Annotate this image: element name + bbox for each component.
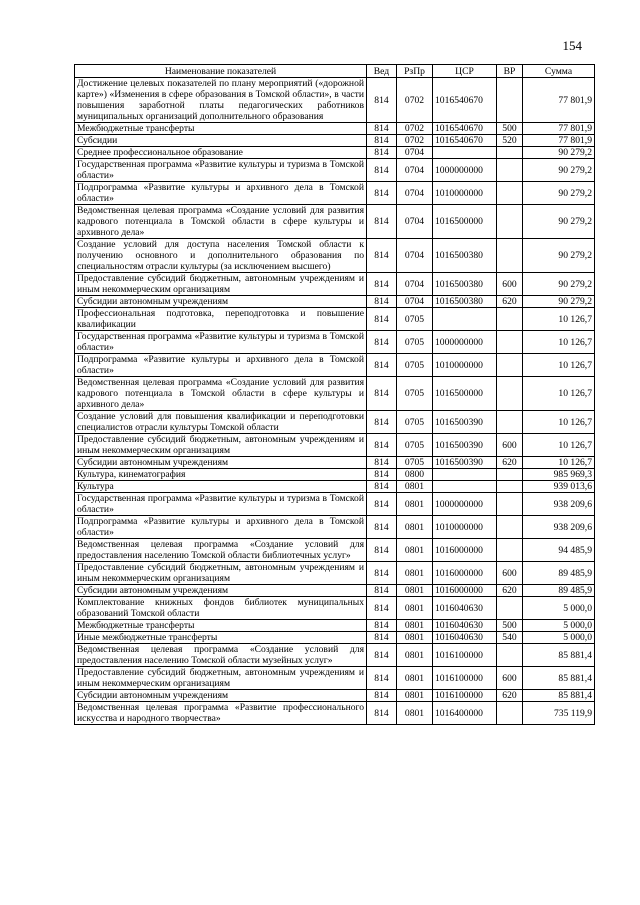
- cell-rzpr: 0800: [397, 469, 433, 481]
- cell-vr: [497, 377, 523, 411]
- cell-csr: 1016100000: [433, 667, 497, 690]
- cell-name: Комплектование книжных фондов библиотек муниципальных образований Томской области: [75, 597, 367, 620]
- cell-csr: 1010000000: [433, 354, 497, 377]
- column-header-sum: Сумма: [523, 65, 595, 78]
- cell-rzpr: 0702: [397, 135, 433, 147]
- cell-rzpr: 0704: [397, 273, 433, 296]
- cell-sum: 90 279,2: [523, 296, 595, 308]
- cell-rzpr: 0705: [397, 354, 433, 377]
- cell-name: Культура, кинематография: [75, 469, 367, 481]
- cell-sum: 10 126,7: [523, 411, 595, 434]
- cell-sum: 938 209,6: [523, 493, 595, 516]
- cell-rzpr: 0705: [397, 434, 433, 457]
- cell-name: Предоставление субсидий бюджетным, автономным учреждениям и иным некоммерческим организациям: [75, 562, 367, 585]
- cell-vr: 620: [497, 457, 523, 469]
- cell-ved: 814: [367, 135, 397, 147]
- table-row: [75, 620, 595, 632]
- cell-sum: 94 485,9: [523, 539, 595, 562]
- cell-csr: 1016500390: [433, 411, 497, 434]
- cell-name: Предоставление субсидий бюджетным, автономным учреждениям и иным некоммерческим организациям: [75, 434, 367, 457]
- cell-vr: [497, 331, 523, 354]
- cell-vr: [497, 78, 523, 123]
- cell-rzpr: 0801: [397, 690, 433, 702]
- cell-csr: [433, 481, 497, 493]
- cell-csr: 1016500390: [433, 457, 497, 469]
- cell-ved: 814: [367, 78, 397, 123]
- cell-rzpr: 0702: [397, 123, 433, 135]
- cell-name: Субсидии автономным учреждениям: [75, 296, 367, 308]
- column-header-ved: Вед: [367, 65, 397, 78]
- cell-vr: 620: [497, 585, 523, 597]
- cell-sum: 985 969,3: [523, 469, 595, 481]
- cell-vr: [497, 411, 523, 434]
- table-row: [75, 239, 595, 273]
- cell-sum: 90 279,2: [523, 147, 595, 159]
- cell-rzpr: 0801: [397, 539, 433, 562]
- cell-name: Ведомственная целевая программа «Создание условий для развития кадрового потенциала в Томской области в сфере культуры и архивного дела»: [75, 205, 367, 239]
- cell-rzpr: 0704: [397, 182, 433, 205]
- table-row: [75, 78, 595, 123]
- cell-name: Межбюджетные трансферты: [75, 620, 367, 632]
- cell-name: Профессиональная подготовка, переподготовка и повышение квалификации: [75, 308, 367, 331]
- page-number: 154: [562, 38, 582, 53]
- cell-vr: 600: [497, 562, 523, 585]
- cell-vr: [497, 182, 523, 205]
- cell-csr: [433, 469, 497, 481]
- table-row: [75, 135, 595, 147]
- cell-sum: 10 126,7: [523, 434, 595, 457]
- cell-sum: 10 126,7: [523, 331, 595, 354]
- cell-vr: [497, 481, 523, 493]
- cell-sum: 10 126,7: [523, 308, 595, 331]
- table-row: [75, 377, 595, 411]
- cell-name: Межбюджетные трансферты: [75, 123, 367, 135]
- table-row: [75, 644, 595, 667]
- cell-csr: 1016500380: [433, 273, 497, 296]
- cell-ved: 814: [367, 273, 397, 296]
- cell-csr: 1016500000: [433, 205, 497, 239]
- cell-sum: 90 279,2: [523, 273, 595, 296]
- cell-name: Субсидии автономным учреждениям: [75, 457, 367, 469]
- cell-sum: 85 881,4: [523, 644, 595, 667]
- cell-ved: 814: [367, 434, 397, 457]
- cell-rzpr: 0801: [397, 632, 433, 644]
- cell-rzpr: 0801: [397, 493, 433, 516]
- cell-name: Субсидии автономным учреждениям: [75, 585, 367, 597]
- cell-rzpr: 0801: [397, 702, 433, 725]
- cell-ved: 814: [367, 620, 397, 632]
- cell-sum: 89 485,9: [523, 585, 595, 597]
- cell-name: Иные межбюджетные трансферты: [75, 632, 367, 644]
- cell-name: Подпрограмма «Развитие культуры и архивного дела в Томской области»: [75, 516, 367, 539]
- cell-ved: 814: [367, 690, 397, 702]
- cell-csr: 1016500000: [433, 377, 497, 411]
- cell-ved: 814: [367, 296, 397, 308]
- cell-rzpr: 0704: [397, 205, 433, 239]
- cell-sum: 5 000,0: [523, 597, 595, 620]
- cell-vr: [497, 205, 523, 239]
- column-header-rzpr: РзПр: [397, 65, 433, 78]
- cell-ved: 814: [367, 644, 397, 667]
- cell-vr: [497, 239, 523, 273]
- cell-ved: 814: [367, 481, 397, 493]
- cell-ved: 814: [367, 597, 397, 620]
- table-row: [75, 123, 595, 135]
- cell-sum: 735 119,9: [523, 702, 595, 725]
- cell-vr: [497, 308, 523, 331]
- cell-rzpr: 0705: [397, 377, 433, 411]
- cell-vr: 600: [497, 667, 523, 690]
- cell-sum: 77 801,9: [523, 78, 595, 123]
- cell-vr: [497, 597, 523, 620]
- cell-ved: 814: [367, 493, 397, 516]
- cell-name: Среднее профессиональное образование: [75, 147, 367, 159]
- table-body: [75, 78, 595, 725]
- table-row: [75, 562, 595, 585]
- cell-csr: 1000000000: [433, 331, 497, 354]
- cell-rzpr: 0801: [397, 667, 433, 690]
- cell-ved: 814: [367, 457, 397, 469]
- cell-ved: 814: [367, 562, 397, 585]
- cell-name: Субсидии автономным учреждениям: [75, 690, 367, 702]
- table-row: [75, 690, 595, 702]
- cell-sum: 90 279,2: [523, 159, 595, 182]
- cell-sum: 10 126,7: [523, 457, 595, 469]
- cell-csr: 1016000000: [433, 539, 497, 562]
- cell-vr: 620: [497, 690, 523, 702]
- cell-name: Ведомственная целевая программа «Развитие профессионального искусства и народного творчества»: [75, 702, 367, 725]
- cell-ved: 814: [367, 469, 397, 481]
- table-header-row: [75, 65, 595, 78]
- cell-rzpr: 0801: [397, 644, 433, 667]
- cell-sum: 90 279,2: [523, 182, 595, 205]
- cell-csr: 1016100000: [433, 644, 497, 667]
- table-row: [75, 597, 595, 620]
- cell-name: Предоставление субсидий бюджетным, автономным учреждениям и иным некоммерческим организациям: [75, 273, 367, 296]
- cell-rzpr: 0704: [397, 239, 433, 273]
- table-row: [75, 702, 595, 725]
- cell-sum: 89 485,9: [523, 562, 595, 585]
- cell-name: Государственная программа «Развитие культуры и туризма в Томской области»: [75, 331, 367, 354]
- cell-ved: 814: [367, 377, 397, 411]
- cell-rzpr: 0705: [397, 457, 433, 469]
- cell-sum: 10 126,7: [523, 354, 595, 377]
- cell-csr: 1016100000: [433, 690, 497, 702]
- cell-vr: [497, 516, 523, 539]
- cell-csr: 1016540670: [433, 123, 497, 135]
- cell-vr: 500: [497, 123, 523, 135]
- cell-name: Ведомственная целевая программа «Создание условий для предоставления населению Томской области библиотечных услуг»: [75, 539, 367, 562]
- cell-vr: [497, 493, 523, 516]
- cell-sum: 85 881,4: [523, 667, 595, 690]
- cell-name: Предоставление субсидий бюджетным, автономным учреждениям и иным некоммерческим организациям: [75, 667, 367, 690]
- cell-name: Субсидии: [75, 135, 367, 147]
- cell-csr: [433, 308, 497, 331]
- cell-sum: 939 013,6: [523, 481, 595, 493]
- cell-rzpr: 0705: [397, 411, 433, 434]
- cell-csr: 1016040630: [433, 632, 497, 644]
- cell-rzpr: 0801: [397, 597, 433, 620]
- table-row: [75, 516, 595, 539]
- cell-name: Ведомственная целевая программа «Создание условий для развития кадрового потенциала в Томской области в сфере культуры и архивного дела»: [75, 377, 367, 411]
- budget-table: [74, 64, 595, 725]
- cell-sum: 77 801,9: [523, 123, 595, 135]
- cell-vr: 620: [497, 296, 523, 308]
- cell-vr: [497, 702, 523, 725]
- table-row: [75, 411, 595, 434]
- cell-ved: 814: [367, 239, 397, 273]
- column-header-csr: ЦСР: [433, 65, 497, 78]
- table-row: [75, 273, 595, 296]
- cell-csr: 1010000000: [433, 182, 497, 205]
- cell-csr: 1016040630: [433, 597, 497, 620]
- cell-ved: 814: [367, 182, 397, 205]
- cell-csr: 1016000000: [433, 562, 497, 585]
- cell-sum: 77 801,9: [523, 135, 595, 147]
- cell-ved: 814: [367, 702, 397, 725]
- cell-sum: 5 000,0: [523, 632, 595, 644]
- cell-ved: 814: [367, 147, 397, 159]
- cell-vr: [497, 469, 523, 481]
- cell-vr: [497, 147, 523, 159]
- table-row: [75, 457, 595, 469]
- cell-csr: 1016500380: [433, 296, 497, 308]
- cell-rzpr: 0801: [397, 562, 433, 585]
- cell-name: Подпрограмма «Развитие культуры и архивного дела в Томской области»: [75, 182, 367, 205]
- cell-name: Культура: [75, 481, 367, 493]
- cell-vr: [497, 159, 523, 182]
- cell-name: Создание условий для доступа населения Томской области к получению основного и дополнительного образования по специальностям отрасли культуры (за исключением высшего): [75, 239, 367, 273]
- cell-rzpr: 0704: [397, 159, 433, 182]
- cell-csr: [433, 147, 497, 159]
- column-header-vr: ВР: [497, 65, 523, 78]
- table-row: [75, 296, 595, 308]
- cell-ved: 814: [367, 585, 397, 597]
- cell-ved: 814: [367, 354, 397, 377]
- cell-rzpr: 0702: [397, 78, 433, 123]
- cell-csr: 1016040630: [433, 620, 497, 632]
- cell-name: Государственная программа «Развитие культуры и туризма в Томской области»: [75, 493, 367, 516]
- cell-csr: 1000000000: [433, 159, 497, 182]
- table-row: [75, 308, 595, 331]
- table-row: [75, 481, 595, 493]
- cell-name: Создание условий для повышения квалификации и переподготовки специалистов отрасли культуры Томской области: [75, 411, 367, 434]
- cell-rzpr: 0705: [397, 331, 433, 354]
- cell-csr: 1016500380: [433, 239, 497, 273]
- cell-ved: 814: [367, 411, 397, 434]
- cell-csr: 1000000000: [433, 493, 497, 516]
- cell-csr: 1016540670: [433, 78, 497, 123]
- cell-csr: 1010000000: [433, 516, 497, 539]
- cell-vr: 520: [497, 135, 523, 147]
- cell-csr: 1016500390: [433, 434, 497, 457]
- cell-vr: [497, 539, 523, 562]
- cell-ved: 814: [367, 516, 397, 539]
- table-row: [75, 205, 595, 239]
- table-row: [75, 469, 595, 481]
- table-row: [75, 159, 595, 182]
- cell-csr: 1016400000: [433, 702, 497, 725]
- table-row: [75, 147, 595, 159]
- cell-vr: [497, 644, 523, 667]
- column-header-name: Наименование показателей: [75, 65, 367, 78]
- cell-sum: 938 209,6: [523, 516, 595, 539]
- cell-ved: 814: [367, 331, 397, 354]
- cell-ved: 814: [367, 205, 397, 239]
- cell-ved: 814: [367, 123, 397, 135]
- cell-sum: 90 279,2: [523, 205, 595, 239]
- table-row: [75, 585, 595, 597]
- cell-vr: [497, 354, 523, 377]
- cell-rzpr: 0801: [397, 516, 433, 539]
- table-row: [75, 354, 595, 377]
- cell-rzpr: 0801: [397, 481, 433, 493]
- cell-ved: 814: [367, 159, 397, 182]
- cell-rzpr: 0705: [397, 308, 433, 331]
- table-row: [75, 331, 595, 354]
- table-row: [75, 632, 595, 644]
- table-row: [75, 182, 595, 205]
- cell-csr: 1016000000: [433, 585, 497, 597]
- table-row: [75, 667, 595, 690]
- cell-name: Государственная программа «Развитие культуры и туризма в Томской области»: [75, 159, 367, 182]
- cell-rzpr: 0704: [397, 147, 433, 159]
- cell-rzpr: 0801: [397, 585, 433, 597]
- cell-vr: 600: [497, 434, 523, 457]
- cell-rzpr: 0704: [397, 296, 433, 308]
- cell-csr: 1016540670: [433, 135, 497, 147]
- cell-ved: 814: [367, 308, 397, 331]
- cell-vr: 600: [497, 273, 523, 296]
- cell-sum: 90 279,2: [523, 239, 595, 273]
- table-row: [75, 539, 595, 562]
- cell-rzpr: 0801: [397, 620, 433, 632]
- cell-vr: 500: [497, 620, 523, 632]
- cell-name: Ведомственная целевая программа «Создание условий для предоставления населению Томской области музейных услуг»: [75, 644, 367, 667]
- table-row: [75, 493, 595, 516]
- table-row: [75, 434, 595, 457]
- cell-ved: 814: [367, 632, 397, 644]
- cell-ved: 814: [367, 539, 397, 562]
- cell-sum: 5 000,0: [523, 620, 595, 632]
- cell-sum: 10 126,7: [523, 377, 595, 411]
- cell-sum: 85 881,4: [523, 690, 595, 702]
- cell-name: Подпрограмма «Развитие культуры и архивного дела в Томской области»: [75, 354, 367, 377]
- cell-ved: 814: [367, 667, 397, 690]
- cell-name: Достижение целевых показателей по плану мероприятий («дорожной карте») «Изменения в сфере образования в Томской области», в части повышения заработной платы педагогических работников муниципальных организаций дополнительного образования: [75, 78, 367, 123]
- cell-vr: 540: [497, 632, 523, 644]
